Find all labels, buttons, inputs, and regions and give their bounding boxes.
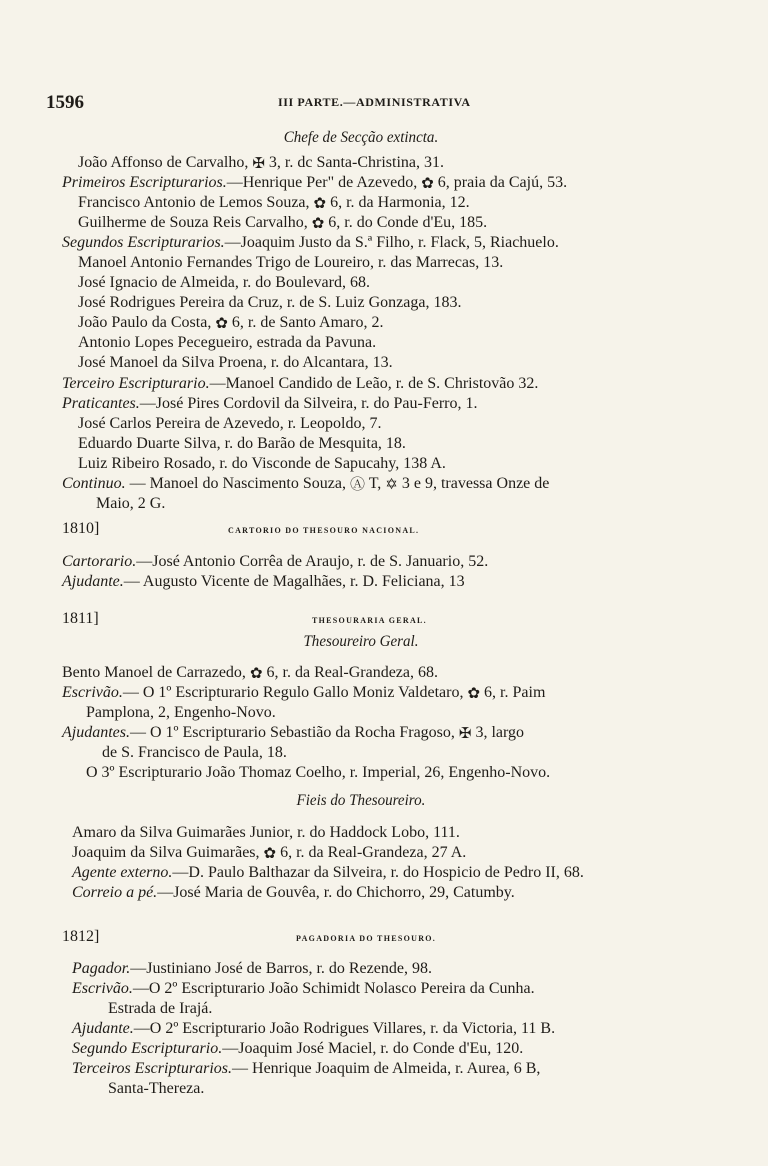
entry-text: 3, r. dc Santa-Christina, 31. [268,154,445,171]
rose-order-icon: ✿ [421,176,434,192]
entry-line [62,173,567,192]
role-label: Primeiros Escripturarios. [62,174,227,191]
entry-line: Eduardo Duarte Silva, r. do Barão de Mesquita, 18. [78,435,406,452]
entry-text: 6, r. Paim [484,684,546,701]
entry-text: 6, r. da Real-Grandeza, 68. [266,664,438,681]
role-label: Continuo. [62,475,126,492]
role-label: Ajudante. [62,573,124,590]
role-label: Terceiros Escripturarios. [72,1060,233,1077]
entry-text: 6, praia da Cajú, 53. [437,174,568,191]
entry-text: 3, largo [475,724,525,741]
entry-text: Guilherme de Souza Reis Carvalho, [78,214,308,231]
subheading-fieis: Fieis do Thesoureiro. [296,792,426,809]
entry-text: Bento Manoel de Carrazedo, [62,664,246,681]
entry-text: — Manoel do Nascimento Souza, [129,475,346,492]
section-number: 1811] [62,610,99,627]
entry-text: — O 1º Escripturario Sebastião da Rocha Fragoso, [130,724,455,741]
entry-line [78,153,444,172]
cross-order-icon: ✠ [252,156,265,172]
entry-text: — Augusto Vicente de Magalhães, r. D. Feliciana, 13 [123,573,465,590]
entry-line [72,1059,540,1078]
entry-line [62,723,524,742]
entry-text: —O 2º Escripturario João Schimidt Nolasco Pereira da Cunha. [132,980,535,997]
role-label: Ajudante. [72,1020,134,1037]
entry-text: João Affonso de Carvalho, [78,154,249,171]
role-label: Agente externo. [72,864,173,881]
role-label: Correio a pé. [72,884,158,901]
entry-line: Estrada de Irajá. [108,1000,213,1017]
rose-order-icon: ✿ [313,196,327,212]
entry-text: T, [368,475,382,492]
entry-line: Santa-Thereza. [108,1080,205,1097]
role-label: Pagador. [72,960,131,977]
entry-line [62,374,538,393]
cross-order-icon: ✠ [458,726,472,742]
entry-text: 6, r. da Harmonia, 12. [330,194,470,211]
role-label: Cartorario. [62,553,137,570]
star-order-icon: ✡ [385,477,398,493]
entry-text: João Paulo da Costa, [78,314,212,331]
entry-line: Antonio Lopes Pecegueiro, estrada da Pavuna. [78,334,377,351]
entry-line [62,233,559,252]
entry-line [78,213,487,232]
role-label: Terceiro Escripturario. [62,375,210,392]
entry-line: Manoel Antonio Fernandes Trigo de Loureiro, r. das Marrecas, 13. [78,254,504,271]
entry-text: —Manoel Candido de Leão, r. de S. Christovão 32. [209,375,539,392]
rose-order-icon: ✿ [263,846,277,862]
rose-order-icon: ✿ [467,686,481,702]
entry-text: —Justiniano José de Barros, r. do Rezende, 98. [130,960,432,977]
circle-a-icon: Ⓐ [349,477,365,493]
role-label: Escrivão. [72,980,133,997]
entry-line [72,883,515,902]
role-label: Segundo Escripturario. [72,1040,223,1057]
entry-text: —D. Paulo Balthazar da Silveira, r. do Hospicio de Pedro II, 68. [172,864,584,881]
role-label: Segundos Escripturarios. [62,234,225,251]
section-number: 1810] [62,520,100,537]
entry-text: 6, r. de Santo Amaro, 2. [231,314,384,331]
entry-text: 6, r. da Real-Grandeza, 27 A. [280,844,467,861]
entry-line: Maio, 2 G. [96,495,166,512]
entry-line [72,1019,555,1038]
entry-line [62,683,545,702]
entry-text: —José Maria de Gouvêa, r. do Chichorro, 29, Catumby. [157,884,515,901]
rose-order-icon: ✿ [311,216,325,232]
entry-line [72,1039,523,1058]
entry-line [62,474,549,493]
entry-line [72,979,535,998]
entry-text: —O 2º Escripturario João Rodrigues Villares, r. da Victoria, 11 B. [133,1020,556,1037]
running-head: III PARTE.—ADMINISTRATIVA [278,95,471,109]
entry-text: — O 1º Escripturario Regulo Gallo Moniz Valdetaro, [122,684,464,701]
entry-line: José Manoel da Silva Proena, r. do Alcantara, 13. [78,354,393,371]
entry-text: —José Pires Cordovil da Silveira, r. do Pau-Ferro, 1. [139,395,478,412]
entry-text: 3 e 9, travessa Onze de [401,475,550,492]
entry-text: 6, r. do Conde d'Eu, 185. [328,214,488,231]
entry-text: Francisco Antonio de Lemos Souza, [78,194,310,211]
entry-text: —Joaquim José Maciel, r. do Conde d'Eu, 120. [222,1040,524,1057]
entry-text: —José Antonio Corrêa de Araujo, r. de S. Januario, 52. [136,553,489,570]
rose-order-icon: ✿ [215,316,228,332]
entry-line: José Rodrigues Pereira da Cruz, r. de S. Luiz Gonzaga, 183. [78,294,462,311]
entry-line [62,572,465,591]
role-label: Praticantes. [62,395,140,412]
entry-line [62,552,488,571]
entry-line: Pamplona, 2, Engenho-Novo. [86,704,276,721]
entry-line: Amaro da Silva Guimarães Junior, r. do Haddock Lobo, 111. [72,824,460,841]
subheading-thesoureiro: Thesoureiro Geral. [303,633,419,650]
entry-line [72,863,584,882]
entry-text: Joaquim da Silva Guimarães, [72,844,260,861]
rose-order-icon: ✿ [249,666,263,682]
entry-text: —Henrique Per" de Azevedo, [226,174,418,191]
entry-line [78,193,470,212]
entry-line: de S. Francisco de Paula, 18. [102,744,287,761]
entry-text: — Henrique Joaquim de Almeida, r. Aurea, 6 B, [232,1060,541,1077]
section-title: PAGADORIA DO THESOURO. [296,934,437,943]
entry-line [72,843,466,862]
section-number: 1812] [62,928,100,945]
page-header [46,92,718,116]
entry-line: Luiz Ribeiro Rosado, r. do Visconde de Sapucahy, 138 A. [78,455,446,472]
entry-line [72,959,432,978]
entry-line [78,313,383,332]
role-label: Escrivão. [62,684,123,701]
section-title: THESOURARIA GERAL. [312,616,427,625]
subheading-chefe: Chefe de Secção extincta. [283,129,439,146]
entry-line: José Carlos Pereira de Azevedo, r. Leopoldo, 7. [78,415,382,432]
page-number: 1596 [46,92,84,113]
role-label: Ajudantes. [62,724,130,741]
entry-text: —Joaquim Justo da S.ª Filho, r. Flack, 5, Riachuelo. [224,234,559,251]
entry-line: José Ignacio de Almeida, r. do Boulevard, 68. [78,274,370,291]
entry-line [62,394,478,413]
section-title: CARTORIO DO THESOURO NACIONAL. [228,526,420,535]
entry-line [62,663,438,682]
entry-line: O 3º Escripturario João Thomaz Coelho, r. Imperial, 26, Engenho-Novo. [86,764,551,781]
